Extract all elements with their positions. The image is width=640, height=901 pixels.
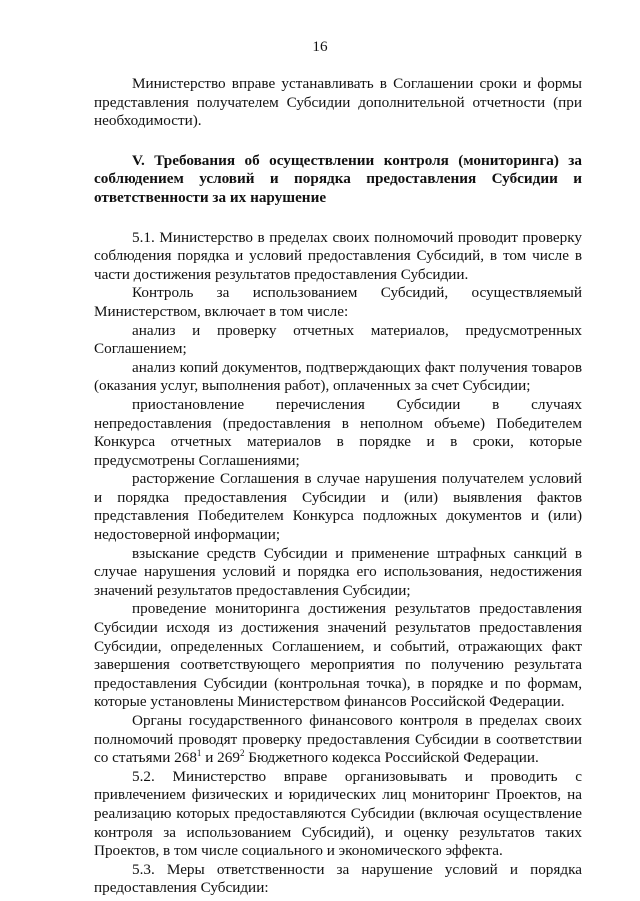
- page-content: [94, 75, 582, 898]
- list-item-monitor: проведение мониторинга достижения результатов предоставления Субсидии исходя из достижения значений результатов предоставления Субсидии, определенных Соглашением, и событий, отражающих факт завершения соответствующего мероприятия по получению результата предоставления Субсидии (контрольная точка), в порядке и по формам, которые установлены Министерством финансов Российской Федерации.: [94, 600, 582, 711]
- organs-text-c: Бюджетного кодекса Российской Федерации.: [244, 749, 539, 767]
- organs-text-b: и 269: [201, 749, 240, 767]
- list-item-copies: анализ копий документов, подтверждающих факт получения товаров (оказания услуг, выполнения работ), оплаченных за счет Субсидии;: [94, 358, 582, 395]
- paragraph-control-organs: [94, 712, 582, 768]
- list-item-terminate: расторжение Соглашения в случае нарушения получателем условий и порядка предоставления Субсидии и (или) выявления фактов представления Победителем Конкурса подложных документов и (или) недостоверной информации;: [94, 470, 582, 544]
- footnote-sup-2: 2: [239, 748, 245, 759]
- paragraph-5-1: 5.1. Министерство в пределах своих полномочий проводит проверку соблюдения порядка и условий предоставления Субсидий, в том числе в части достижения результатов предоставления Субсидии.: [94, 228, 582, 283]
- footnote-sup-1: 1: [196, 748, 202, 759]
- list-item-recover: взыскание средств Субсидии и применение штрафных санкций в случае нарушения условий и порядка его использования, недостижения значений результатов предоставления Субсидии;: [94, 544, 582, 599]
- paragraph-control: Контроль за использованием Субсидий, осуществляемый Министерством, включает в том числе:: [94, 284, 582, 320]
- page-number: 16: [312, 38, 328, 55]
- section-heading: V. Требования об осуществлении контроля (мониторинга) за соблюдением условий и порядка предоставления Субсидии и ответственности за их нарушение: [94, 151, 582, 206]
- paragraph-5-3: 5.3. Меры ответственности за нарушение условий и порядка предоставления Субсидии:: [94, 860, 582, 897]
- paragraph-5-2: 5.2. Министерство вправе организовывать и проводить с привлечением физических и юридических лиц мониторинг Проектов, на реализацию которых предоставляются Субсидии (включая осуществление контроля за использованием Субсидий), и оценку результатов таких Проектов, в том числе социального и экономического эффекта.: [94, 767, 582, 860]
- intro-paragraph: Министерство вправе устанавливать в Соглашении сроки и формы представления получателем Субсидии дополнительной отчетности (при необходимости).: [94, 75, 582, 130]
- list-item-analysis: анализ и проверку отчетных материалов, предусмотренных Соглашением;: [94, 321, 582, 358]
- list-item-suspend: приостановление перечисления Субсидии в случаях непредоставления (предоставления в неполном объеме) Победителем Конкурса отчетных материалов в порядке и в сроки, которые предусмотрены Соглашениями;: [94, 395, 582, 469]
- organs-text-a: Органы государственного финансового контроля в пределах своих полномочий проводят проверку предоставления Субсидии в соответствии со статьями 268: [94, 712, 582, 767]
